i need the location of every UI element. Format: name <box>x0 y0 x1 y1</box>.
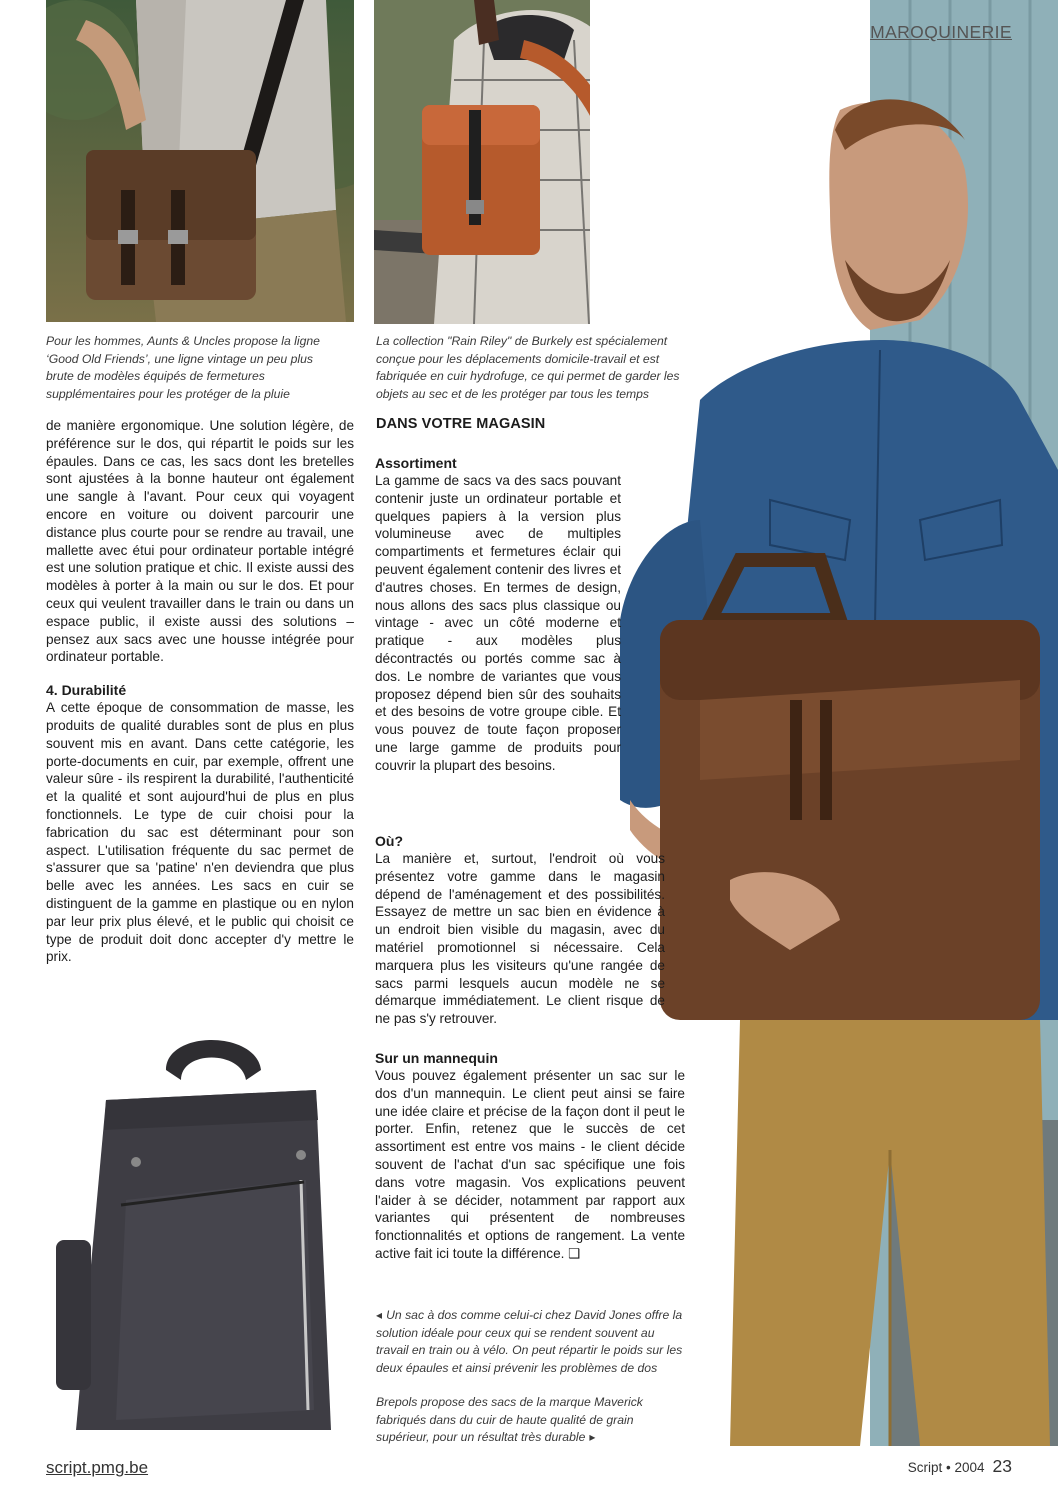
where-heading: Où? <box>375 833 403 849</box>
assortment-block <box>375 454 621 775</box>
durability-paragraph: A cette époque de consommation de masse, les produits de qualité durables sont de plus en plus souvent mis en avant. Dans cette catégorie, les porte-documents en cuir, par exemple, offrent une valeur sûre - ils respirent la durabilité, l'authenticité et la qualité et sont aujourd'hui de plus en plus fonctionnels. Le type de cuir choisi pour la fabrication du sac est déterminant pour son aspect. L'utilisation fréquente du sac permet de s'assurer que sa 'patine' n'en deviendra que plus belle avec les années. Les sacs en cuir se distinguent de la gamme en plastique ou en nylon par leur prix plus élevé, et le public qui choisit ce type de produit doit donc accepter d'y mettre le prix. <box>46 700 354 965</box>
left-column <box>46 417 354 966</box>
assortment-heading: Assortiment <box>375 455 457 471</box>
photo-grey-backpack <box>46 1030 360 1440</box>
caption-brepols-text: Brepols propose des sacs de la marque Maverick fabriqués dans du cuir de haute qualité de grain supérieur, pour un résultat très durable ▸ <box>376 1395 643 1444</box>
mannequin-paragraph: Vous pouvez également présenter un sac sur le dos d'un mannequin. Le client peut ainsi se faire une idée claire et précise de la façon dont il peut le porter. Enfin, retenez que le succès de cet assortiment est entre vos mains - le client décide souvent de l'achat d'un sac spécifique une fois dans votre magasin. Vos explications peuvent l'aider à se décider, notamment par rapport aux variantes qui présentent de nombreuses fonctionnalités et options de rangement. La vente active fait ici toute la différence. ❑ <box>375 1068 685 1261</box>
section-title: DANS VOTRE MAGASIN <box>376 416 546 432</box>
durability-heading: 4. Durabilité <box>46 682 127 699</box>
section-rubric: MAROQUINERIE <box>870 22 1012 42</box>
where-block <box>375 832 665 1028</box>
page-footer <box>908 1456 1012 1477</box>
website-link[interactable]: script.pmg.be <box>46 1458 149 1477</box>
caption-arrow-left-icon <box>376 1308 386 1322</box>
caption-messenger-bag: Pour les hommes, Aunts & Uncles propose la ligne ‘Good Old Friends’, une ligne vintage un peu plus brute de modèles équipés de fermetures supplémentaires pour les protéger de la pluie <box>46 334 320 401</box>
issue-label: Script • 2004 <box>907 1460 985 1475</box>
caption-brepols <box>376 1394 676 1447</box>
assortment-paragraph: La gamme de sacs va des sacs pouvant contenir juste un ordinateur portable et quelques papiers à la version plus volumineuse avec de multiples compartiments et fermetures éclair qui peuvent également contenir des livres et d'autres choses. En termes de design, nous allons des sacs plus classique ou vintage - avec un côté moderne et pratique - aux modèles plus décontractés ou portés comme sac à dos. Le nombre de variantes que vous proposez dépend bien sûr des souhaits et des besoins de votre groupe cible. Et vous pouvez de toute façon proposer une large gamme de produits pour couvrir la plupart des besoins. <box>375 473 621 773</box>
photo-man-messenger-bag <box>46 0 354 322</box>
intro-paragraph: de manière ergonomique. Une solution légère, de préférence sur le dos, qui répartit le poids sur les épaules. Dans ce cas, les sacs dont les bretelles sont ajustées à la bonne hauteur ont également une sangle à l'avant. Pour ceux qui voyagent encore en voiture ou doivent parcourir une distance plus courte pour se rendre au travail, une mallette avec étui pour ordinateur portable intégré est une solution pratique et chic. Il existe aussi des modèles à porter à la main ou sur le dos. Et pour ceux qui veulent travailler dans le train ou dans un espace public, il existe aussi des solutions – pensez aux sacs avec une housse intégrée pour ordinateur portable. <box>46 418 354 665</box>
page-number: 23 <box>992 1456 1012 1476</box>
caption-rain-riley: La collection "Rain Riley" de Burkely est spécialement conçue pour les déplacements domicile-travail et est fabriquée en cuir hydrofuge, ce qui permet de garder les objets au sec et de les protéger par tous les temps <box>376 334 680 401</box>
mannequin-heading: Sur un mannequin <box>375 1050 498 1066</box>
caption-david-jones-text: Un sac à dos comme celui-ci chez David Jones offre la solution idéale pour ceux qui se rendent souvent au travail en train ou à vélo. On peut répartir le poids sur les deux épaules et ainsi prévenir les problèmes de dos <box>376 1308 683 1375</box>
where-paragraph: La manière et, surtout, l'endroit où vous présentez votre gamme dans le magasin dépend de l'aménagement et des possibilités. Essayez de mettre un sac bien en évidence à un endroit bien visible du magasin, avec du matériel promotionnel si nécessaire. Cela marquera plus les visiteurs qu'une rangée de sacs parmi lesquels aucun modèle ne se démarque immédiatement. Le client risque de ne pas s'y retrouver. <box>375 851 665 1027</box>
caption-david-jones <box>376 1307 686 1377</box>
mannequin-block <box>375 1049 685 1263</box>
